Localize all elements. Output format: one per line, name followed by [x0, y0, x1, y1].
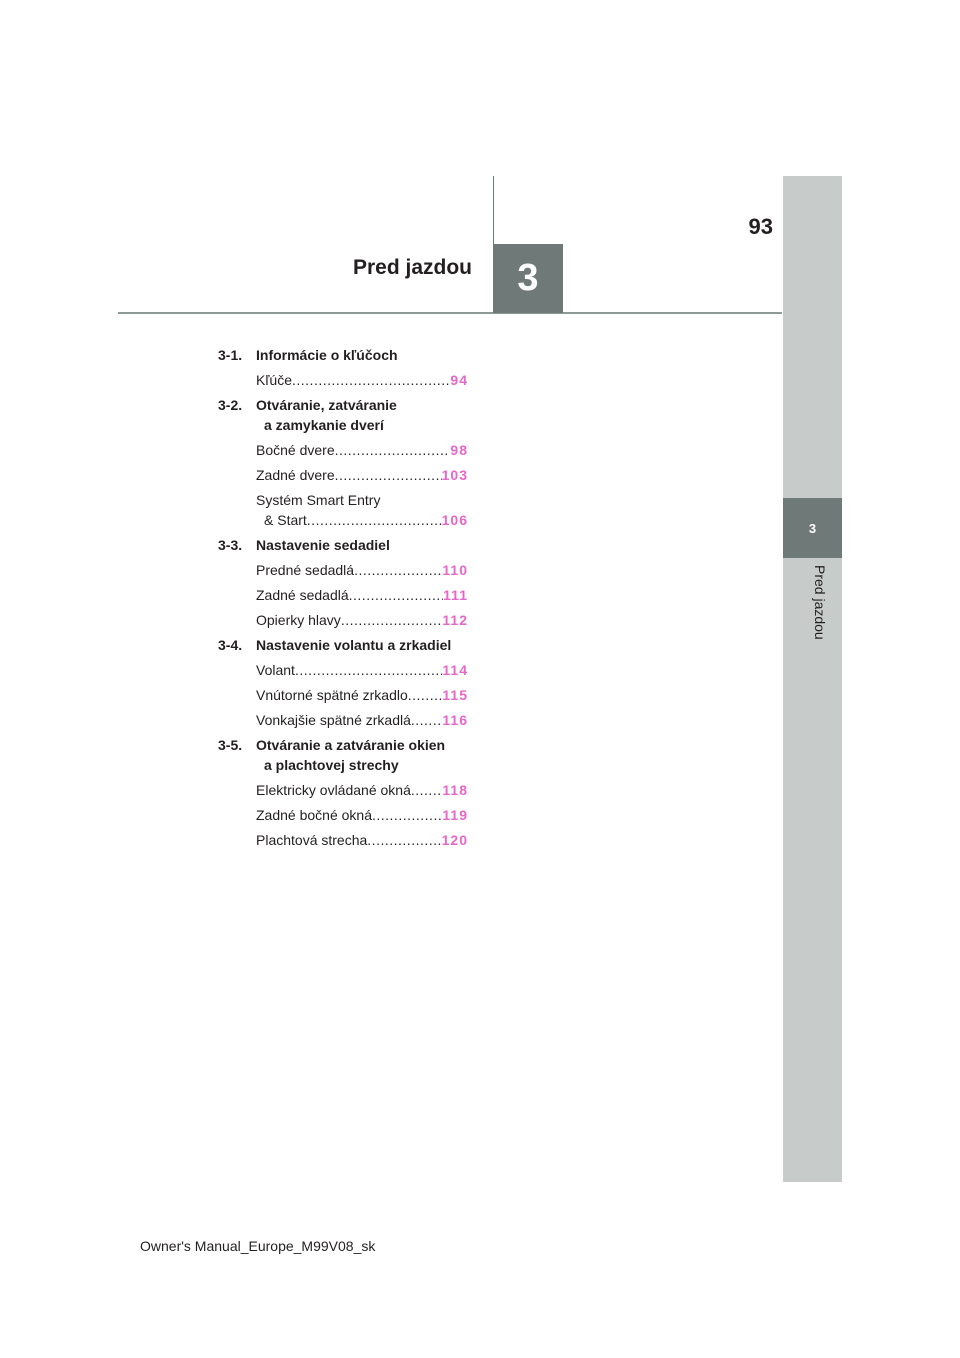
- side-thumb-tab-active[interactable]: 3: [783, 498, 842, 558]
- header-divider-vertical: [493, 176, 494, 244]
- footer-document-id: Owner's Manual_Europe_M99V08_sk: [140, 1238, 376, 1254]
- toc-page-link[interactable]: 110: [442, 562, 468, 578]
- toc-section-title: [256, 395, 468, 435]
- toc-dot-leader: [408, 685, 443, 705]
- toc-entry[interactable]: [256, 370, 468, 390]
- toc-dot-leader: [349, 585, 444, 605]
- toc-entry-title-line: Systém Smart Entry: [256, 492, 381, 508]
- header-divider-horizontal: [118, 312, 782, 314]
- toc-page-link[interactable]: 114: [442, 662, 468, 678]
- toc-entry[interactable]: [256, 610, 468, 630]
- toc-page-link[interactable]: 106: [441, 512, 468, 528]
- toc-dot-leader: [411, 710, 443, 730]
- side-thumb-tab-bar: [783, 176, 842, 1182]
- toc-entry-title: Zadné sedadlá: [256, 587, 349, 603]
- toc-dot-leader: [411, 780, 443, 800]
- toc-entry[interactable]: [256, 465, 468, 485]
- toc-page-link[interactable]: 119: [442, 807, 468, 823]
- toc-entry-title: Opierky hlavy: [256, 612, 341, 628]
- toc-section-number: 3-2.: [218, 397, 243, 413]
- page-number: 93: [748, 214, 773, 239]
- toc-entry-title: Vonkajšie spätné zrkadlá: [256, 712, 411, 728]
- toc-entry[interactable]: [256, 440, 468, 460]
- toc-page-link[interactable]: 111: [443, 587, 468, 603]
- toc-page-link[interactable]: 116: [442, 712, 468, 728]
- toc-section-title-line: a zamykanie dverí: [264, 417, 384, 433]
- toc-entry[interactable]: [256, 780, 468, 800]
- toc-entry[interactable]: [256, 830, 468, 850]
- toc-page-link[interactable]: 103: [441, 467, 468, 483]
- toc-page-link[interactable]: 94: [450, 372, 468, 388]
- toc-dot-leader: [372, 805, 442, 825]
- toc-section-heading: [218, 395, 468, 435]
- toc-section-number: 3-1.: [218, 347, 243, 363]
- side-tab-label: Pred jazdou: [812, 565, 828, 640]
- toc-entry[interactable]: [256, 490, 468, 530]
- toc-section-title-line: Otváranie a zatváranie okien: [256, 737, 446, 753]
- toc-entry-title: Zadné bočné okná: [256, 807, 372, 823]
- toc-entry-title: Predné sedadlá: [256, 562, 355, 578]
- toc-section-heading: [218, 735, 468, 775]
- toc-entry[interactable]: [256, 710, 468, 730]
- toc-entry-title: Volant: [256, 662, 295, 678]
- toc-dot-leader: [354, 560, 442, 580]
- toc-dot-leader: [295, 660, 442, 680]
- toc-section-title: [256, 735, 468, 775]
- toc-page-link[interactable]: 118: [442, 782, 468, 798]
- toc-page-link[interactable]: 120: [441, 832, 468, 848]
- toc-section-heading: [218, 535, 468, 555]
- toc-entry-title: & Start: [264, 512, 307, 528]
- toc-page-link[interactable]: 98: [450, 442, 468, 458]
- toc-entry-title: Bočné dvere: [256, 442, 335, 458]
- toc-entry-title: Kľúče: [256, 372, 292, 388]
- toc-entry[interactable]: [256, 805, 468, 825]
- toc-section-title: [256, 345, 468, 365]
- table-of-contents: [218, 345, 468, 855]
- toc-dot-leader: [292, 370, 450, 390]
- toc-page-link[interactable]: 115: [442, 687, 468, 703]
- toc-page-link[interactable]: 112: [442, 612, 468, 628]
- toc-entry[interactable]: [256, 560, 468, 580]
- toc-entry-title: Plachtová strecha: [256, 832, 368, 848]
- toc-section-title-line: Informácie o kľúčoch: [256, 347, 398, 363]
- toc-section-heading: [218, 635, 468, 655]
- toc-entry-title: Zadné dvere: [256, 467, 335, 483]
- toc-section-heading: [218, 345, 468, 365]
- toc-entry[interactable]: [256, 685, 468, 705]
- toc-section-title-line: Nastavenie volantu a zrkadiel: [256, 637, 452, 653]
- toc-entry-title: Vnútorné spätné zrkadlo: [256, 687, 408, 703]
- toc-section-number: 3-4.: [218, 637, 243, 653]
- toc-section-number: 3-5.: [218, 737, 243, 753]
- toc-dot-leader: [341, 610, 443, 630]
- toc-dot-leader: [307, 510, 442, 530]
- toc-section-number: 3-3.: [218, 537, 243, 553]
- toc-section-title-line: Nastavenie sedadiel: [256, 537, 390, 553]
- toc-entry[interactable]: [256, 585, 468, 605]
- toc-section-title-line: a plachtovej strechy: [264, 757, 399, 773]
- chapter-number-box: 3: [493, 244, 563, 313]
- toc-section-title: [256, 635, 468, 655]
- toc-dot-leader: [335, 440, 451, 460]
- toc-dot-leader: [367, 830, 441, 850]
- toc-section-title-line: Otváranie, zatváranie: [256, 397, 397, 413]
- toc-dot-leader: [335, 465, 442, 485]
- toc-entry[interactable]: [256, 660, 468, 680]
- toc-entry-title: Elektricky ovládané okná: [256, 782, 411, 798]
- chapter-title: Pred jazdou: [352, 256, 472, 279]
- toc-section-title: [256, 535, 468, 555]
